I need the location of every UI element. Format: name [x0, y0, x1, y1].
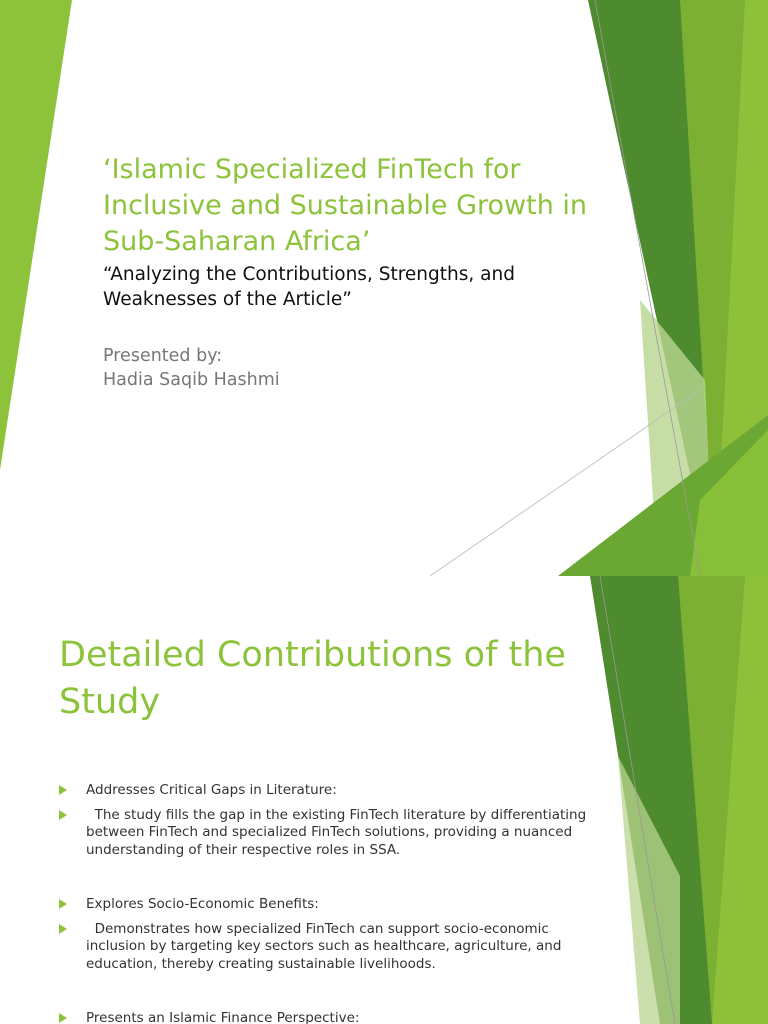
triangle-bullet-icon [59, 785, 67, 795]
triangle-bullet-icon [59, 1013, 67, 1023]
bullet-item [58, 807, 598, 860]
slide-subtitle: “Analyzing the Contributions, Strengths, and Weaknesses of the Article” [103, 264, 515, 310]
slide-title: ‘Islamic Specialized FinTech for Inclusive and Sustainable Growth in Sub-Saharan Africa’ [103, 154, 588, 257]
bullet-item [58, 896, 598, 914]
triangle-bullet-icon [59, 810, 67, 820]
bullet-list [58, 782, 598, 1024]
slide-title: Detailed Contributions of the Study [59, 635, 566, 722]
bullet-text: The study fills the gap in the existing FinTech literature by differentiating between FinTech and specialized FinTech solutions, providing a nuanced understanding of their respective roles in SSA. [86, 806, 591, 858]
bullet-text: Demonstrates how specialized FinTech can support socio-economic inclusion by targeting key sectors such as healthcare, agriculture, and education, thereby creating sustainable livelihoods. [86, 920, 566, 972]
bullet-item [58, 921, 598, 974]
presenter-block [103, 344, 503, 392]
bullet-text: Addresses Critical Gaps in Literature: [86, 782, 337, 798]
bullet-text: Presents an Islamic Finance Perspective: [86, 1010, 360, 1024]
contributions-slide [0, 576, 768, 1024]
triangle-bullet-icon [59, 924, 67, 934]
presenter-label: Presented by: [103, 346, 223, 366]
presenter-name: Hadia Saqib Hashmi [103, 370, 280, 390]
bullet-item [58, 782, 598, 800]
bullet-text: Explores Socio-Economic Benefits: [86, 896, 319, 912]
triangle-bullet-icon [59, 899, 67, 909]
bullet-item [58, 1010, 598, 1024]
